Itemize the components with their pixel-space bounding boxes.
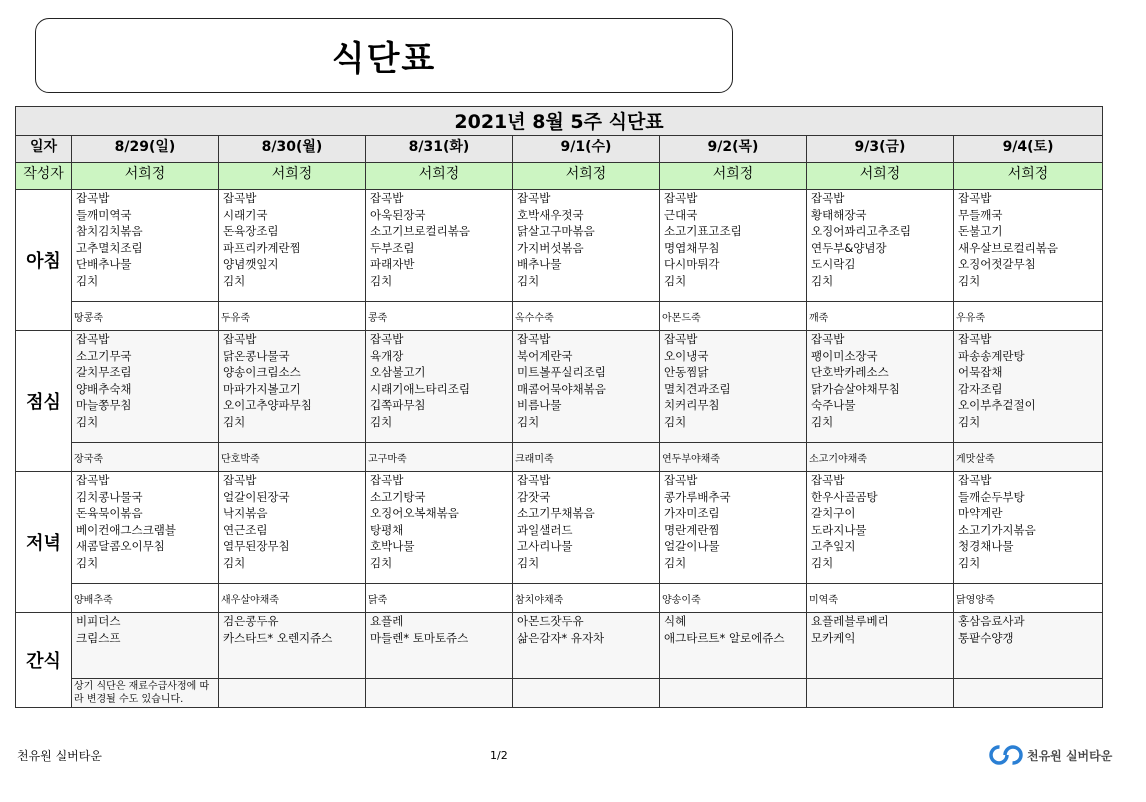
menu-cell	[954, 613, 1103, 679]
menu-item: 돈육장조림	[223, 224, 279, 238]
menu-item: 김치	[958, 414, 981, 429]
menu-item: 황태해장국	[811, 207, 867, 222]
author-cell: 서희정	[807, 163, 954, 190]
menu-item: 마들렌* 토마토쥬스	[370, 630, 469, 645]
logo-text: 천유원 실버타운	[1027, 748, 1113, 763]
menu-item: 시래기국	[223, 207, 268, 222]
menu-item: 소고기무국	[76, 348, 132, 363]
menu-item: 잡곡밥	[370, 473, 404, 487]
menu-item: 고추멸치조림	[76, 240, 143, 255]
menu-item: 고추잎지	[811, 539, 856, 553]
menu-item: 김치	[958, 273, 981, 288]
date-cell: 8/30(월)	[219, 136, 366, 163]
menu-item: 잡곡밥	[76, 191, 110, 205]
menu-cell	[660, 331, 807, 443]
menu-item: 닭가슴살야채무침	[811, 381, 900, 396]
menu-item: 열무된장무침	[223, 539, 290, 553]
extra-menu-cell: 닭죽	[366, 584, 513, 613]
menu-item: 과일샐러드	[517, 522, 573, 537]
extra-menu-cell: 깨죽	[807, 302, 954, 331]
menu-item: 잡곡밥	[958, 473, 992, 487]
menu-cell	[366, 190, 513, 302]
menu-item: 김치	[664, 555, 687, 570]
date-cell: 9/1(수)	[513, 136, 660, 163]
menu-cell	[954, 472, 1103, 584]
menu-item: 잡곡밥	[811, 332, 845, 346]
extra-menu-cell	[660, 679, 807, 708]
menu-item: 안동찜닭	[664, 365, 709, 379]
menu-item: 가자미조림	[664, 506, 720, 520]
menu-item: 김치	[76, 414, 99, 429]
author-label: 작성자	[16, 163, 72, 190]
menu-cell	[513, 331, 660, 443]
menu-item: 아욱된장국	[370, 207, 426, 222]
menu-item: 단배추나물	[76, 257, 132, 271]
menu-item: 잡곡밥	[223, 473, 257, 487]
menu-item: 김치	[517, 414, 540, 429]
extra-menu-cell	[513, 679, 660, 708]
menu-item: 소고기표고조림	[664, 224, 742, 238]
menu-item: 깁쪽파무침	[370, 398, 426, 412]
author-cell: 서희정	[366, 163, 513, 190]
menu-item: 김치	[517, 555, 540, 570]
menu-item: 오징어오복채볶음	[370, 506, 459, 520]
footer-logo	[989, 744, 1112, 766]
menu-item: 잡곡밥	[664, 191, 698, 205]
extra-menu-cell	[219, 679, 366, 708]
menu-item: 갈치무조림	[76, 365, 132, 379]
menu-item: 잡곡밥	[664, 332, 698, 346]
menu-cell	[72, 613, 219, 679]
menu-item: 잡곡밥	[223, 191, 257, 205]
menu-item: 파프리카계란찜	[223, 240, 301, 255]
menu-item: 소고기무채볶음	[517, 506, 595, 520]
menu-cell	[660, 613, 807, 679]
menu-cell	[513, 472, 660, 584]
date-cell: 8/31(화)	[366, 136, 513, 163]
menu-item: 감잣국	[517, 489, 551, 504]
menu-item: 고사리나물	[517, 539, 573, 553]
extra-menu-cell: 양배추죽	[72, 584, 219, 613]
menu-item: 김치	[76, 273, 99, 288]
menu-item: 애그타르트* 알로에쥬스	[664, 630, 785, 645]
menu-item: 김치	[370, 555, 393, 570]
menu-cell	[72, 190, 219, 302]
extra-menu-cell: 고구마죽	[366, 443, 513, 472]
menu-item: 새우살브로컬리볶음	[958, 240, 1058, 255]
menu-item: 카스타드* 오렌지쥬스	[223, 630, 333, 645]
menu-item: 새콤달콤오이무침	[76, 539, 165, 553]
menu-item: 양념깻잎지	[223, 257, 279, 271]
author-cell: 서희정	[660, 163, 807, 190]
author-cell: 서희정	[72, 163, 219, 190]
menu-item: 마약계란	[958, 506, 1003, 520]
menu-item: 파송송계란탕	[958, 348, 1025, 363]
menu-item: 매콤어묵야채볶음	[517, 381, 606, 396]
logo-icon	[989, 744, 1023, 766]
menu-item: 호박나물	[370, 539, 415, 553]
menu-item: 식혜	[664, 614, 687, 628]
menu-item: 치커리무침	[664, 398, 720, 412]
menu-cell	[660, 190, 807, 302]
menu-item: 어묵잡채	[958, 365, 1003, 379]
menu-item: 팽이미소장국	[811, 348, 878, 363]
menu-item: 참치김치볶음	[76, 224, 143, 238]
extra-menu-cell: 단호박죽	[219, 443, 366, 472]
table-title: 2021년 8월 5주 식단표	[16, 107, 1103, 136]
menu-item: 김치	[223, 414, 246, 429]
menu-item: 소고기브로컬리볶음	[370, 224, 470, 238]
menu-item: 시래기애느타리조림	[370, 381, 470, 396]
menu-item: 모카케익	[811, 630, 856, 645]
menu-item: 잡곡밥	[223, 332, 257, 346]
extra-menu-cell: 땅콩죽	[72, 302, 219, 331]
menu-item: 북어계란국	[517, 348, 573, 363]
menu-item: 소고기가지볶음	[958, 522, 1036, 537]
menu-item: 다시마튀각	[664, 257, 720, 271]
extra-menu-cell	[954, 679, 1103, 708]
menu-item: 탕평채	[370, 522, 404, 537]
menu-item: 오이고추양파무침	[223, 398, 312, 412]
menu-item: 김치	[958, 555, 981, 570]
menu-item: 김치콩나물국	[76, 489, 143, 504]
date-cell: 9/2(목)	[660, 136, 807, 163]
menu-item: 통팥수양갱	[958, 630, 1014, 645]
extra-menu-cell: 두유죽	[219, 302, 366, 331]
menu-item: 도시락김	[811, 257, 856, 271]
menu-item: 양송이크림소스	[223, 365, 301, 379]
menu-item: 닭온콩나물국	[223, 348, 290, 363]
extra-menu-cell: 우유죽	[954, 302, 1103, 331]
menu-cell	[366, 613, 513, 679]
menu-item: 얼갈이나물	[664, 539, 720, 553]
menu-item: 잡곡밥	[958, 191, 992, 205]
extra-menu-cell: 장국죽	[72, 443, 219, 472]
menu-item: 멸치견과조림	[664, 381, 731, 396]
menu-item: 미트볼푸실리조림	[517, 365, 606, 379]
menu-item: 검은콩두유	[223, 614, 279, 628]
extra-menu-cell: 새우살야채죽	[219, 584, 366, 613]
extra-menu-cell: 크래미죽	[513, 443, 660, 472]
menu-cell	[219, 613, 366, 679]
menu-cell	[219, 472, 366, 584]
menu-item: 김치	[664, 273, 687, 288]
menu-item: 명엽채무침	[664, 240, 720, 255]
menu-cell	[513, 613, 660, 679]
author-cell: 서희정	[513, 163, 660, 190]
menu-item: 돈불고기	[958, 224, 1003, 238]
menu-item: 잡곡밥	[76, 332, 110, 346]
menu-cell	[366, 331, 513, 443]
menu-item: 도라지나물	[811, 522, 867, 537]
menu-cell	[219, 331, 366, 443]
footer-org-name: 천유원 실버타운	[17, 749, 102, 763]
menu-item: 잡곡밥	[811, 473, 845, 487]
menu-item: 얼갈이된장국	[223, 489, 290, 504]
extra-menu-cell: 닭영양죽	[954, 584, 1103, 613]
menu-table	[15, 106, 1103, 708]
menu-item: 가지버섯볶음	[517, 240, 584, 255]
menu-item: 콩가루배추국	[664, 489, 731, 504]
page-number: 1/2	[490, 749, 508, 762]
menu-item: 김치	[517, 273, 540, 288]
menu-cell	[807, 613, 954, 679]
author-cell: 서희정	[954, 163, 1103, 190]
menu-item: 잡곡밥	[664, 473, 698, 487]
menu-cell	[366, 472, 513, 584]
menu-item: 잡곡밥	[76, 473, 110, 487]
menu-item: 오징어젓갈무침	[958, 257, 1036, 271]
menu-cell	[807, 331, 954, 443]
menu-item: 갈치구이	[811, 506, 856, 520]
menu-item: 잡곡밥	[517, 473, 551, 487]
menu-item: 잡곡밥	[517, 191, 551, 205]
menu-item: 두부조림	[370, 240, 415, 255]
extra-menu-cell: 게맛살죽	[954, 443, 1103, 472]
menu-cell	[219, 190, 366, 302]
menu-item: 육개장	[370, 348, 404, 363]
meal-label: 저녁	[16, 472, 72, 613]
menu-item: 명란계란찜	[664, 522, 720, 537]
menu-item: 잡곡밥	[370, 332, 404, 346]
extra-menu-cell: 옥수수죽	[513, 302, 660, 331]
menu-item: 아몬드잣두유	[517, 614, 584, 628]
meal-label: 간식	[16, 613, 72, 708]
menu-item: 김치	[811, 555, 834, 570]
meal-label: 아침	[16, 190, 72, 331]
menu-item: 김치	[223, 273, 246, 288]
menu-item: 홍삼음료사과	[958, 614, 1025, 628]
menu-item: 잡곡밥	[811, 191, 845, 205]
menu-item: 감자조림	[958, 381, 1003, 396]
menu-item: 청경채나물	[958, 539, 1014, 553]
menu-item: 김치	[223, 555, 246, 570]
menu-item: 오삼불고기	[370, 365, 426, 379]
date-cell: 8/29(일)	[72, 136, 219, 163]
menu-item: 잡곡밥	[370, 191, 404, 205]
menu-item: 무들깨국	[958, 207, 1003, 222]
extra-menu-cell: 콩죽	[366, 302, 513, 331]
menu-item: 한우사골곰탕	[811, 489, 878, 504]
menu-item: 김치	[664, 414, 687, 429]
menu-item: 마파가지볼고기	[223, 381, 301, 396]
meal-label: 점심	[16, 331, 72, 472]
page-title: 식단표	[331, 39, 437, 79]
menu-cell	[954, 331, 1103, 443]
menu-item: 들깨미역국	[76, 207, 132, 222]
menu-item: 배추나물	[517, 257, 562, 271]
menu-item: 연두부&양념장	[811, 240, 887, 255]
menu-item: 크림스프	[76, 630, 121, 645]
menu-cell	[72, 472, 219, 584]
menu-item: 돈육묵이볶음	[76, 506, 143, 520]
menu-item: 베이컨애그스크램블	[76, 522, 176, 537]
menu-item: 낙지볶음	[223, 506, 268, 520]
menu-item: 요플레블루베리	[811, 614, 889, 628]
title-box	[35, 18, 733, 93]
menu-cell	[807, 190, 954, 302]
menu-item: 김치	[370, 273, 393, 288]
menu-item: 잡곡밥	[517, 332, 551, 346]
menu-cell	[513, 190, 660, 302]
menu-item: 파래자반	[370, 257, 415, 271]
menu-item: 소고기탕국	[370, 489, 426, 504]
author-cell: 서희정	[219, 163, 366, 190]
menu-item: 잡곡밥	[958, 332, 992, 346]
menu-item: 김치	[811, 273, 834, 288]
menu-item: 김치	[370, 414, 393, 429]
extra-menu-cell	[807, 679, 954, 708]
menu-item: 비피더스	[76, 614, 121, 628]
menu-cell	[807, 472, 954, 584]
menu-item: 닭살고구마볶음	[517, 224, 595, 238]
date-label: 일자	[16, 136, 72, 163]
menu-item: 근대국	[664, 207, 698, 222]
extra-menu-cell: 연두부야채죽	[660, 443, 807, 472]
menu-item: 마늘쫑무침	[76, 398, 132, 412]
notice-text: 상기 식단은 재료수급사정에 따라 변경될 수도 있습니다.	[72, 679, 219, 708]
extra-menu-cell: 양송이죽	[660, 584, 807, 613]
menu-item: 비름나물	[517, 398, 562, 412]
extra-menu-cell: 소고기야채죽	[807, 443, 954, 472]
extra-menu-cell: 미역죽	[807, 584, 954, 613]
menu-cell	[954, 190, 1103, 302]
menu-item: 요플레	[370, 614, 404, 628]
menu-item: 김치	[76, 555, 99, 570]
menu-item: 삶은감자* 유자차	[517, 630, 605, 645]
date-cell: 9/4(토)	[954, 136, 1103, 163]
extra-menu-cell	[366, 679, 513, 708]
menu-cell	[72, 331, 219, 443]
menu-item: 단호박카레소스	[811, 365, 889, 379]
menu-item: 연근조림	[223, 522, 268, 537]
menu-item: 오징어꽈리고추조림	[811, 224, 911, 238]
menu-item: 양배추숙채	[76, 381, 132, 396]
menu-item: 김치	[811, 414, 834, 429]
extra-menu-cell: 아몬드죽	[660, 302, 807, 331]
menu-item: 오이냉국	[664, 348, 709, 363]
menu-item: 숙주나물	[811, 398, 856, 412]
menu-item: 호박새우젓국	[517, 207, 584, 222]
menu-cell	[660, 472, 807, 584]
extra-menu-cell: 참치야채죽	[513, 584, 660, 613]
menu-item: 들깨순두부탕	[958, 489, 1025, 504]
date-cell: 9/3(금)	[807, 136, 954, 163]
menu-item: 오이부추겉절이	[958, 398, 1036, 412]
